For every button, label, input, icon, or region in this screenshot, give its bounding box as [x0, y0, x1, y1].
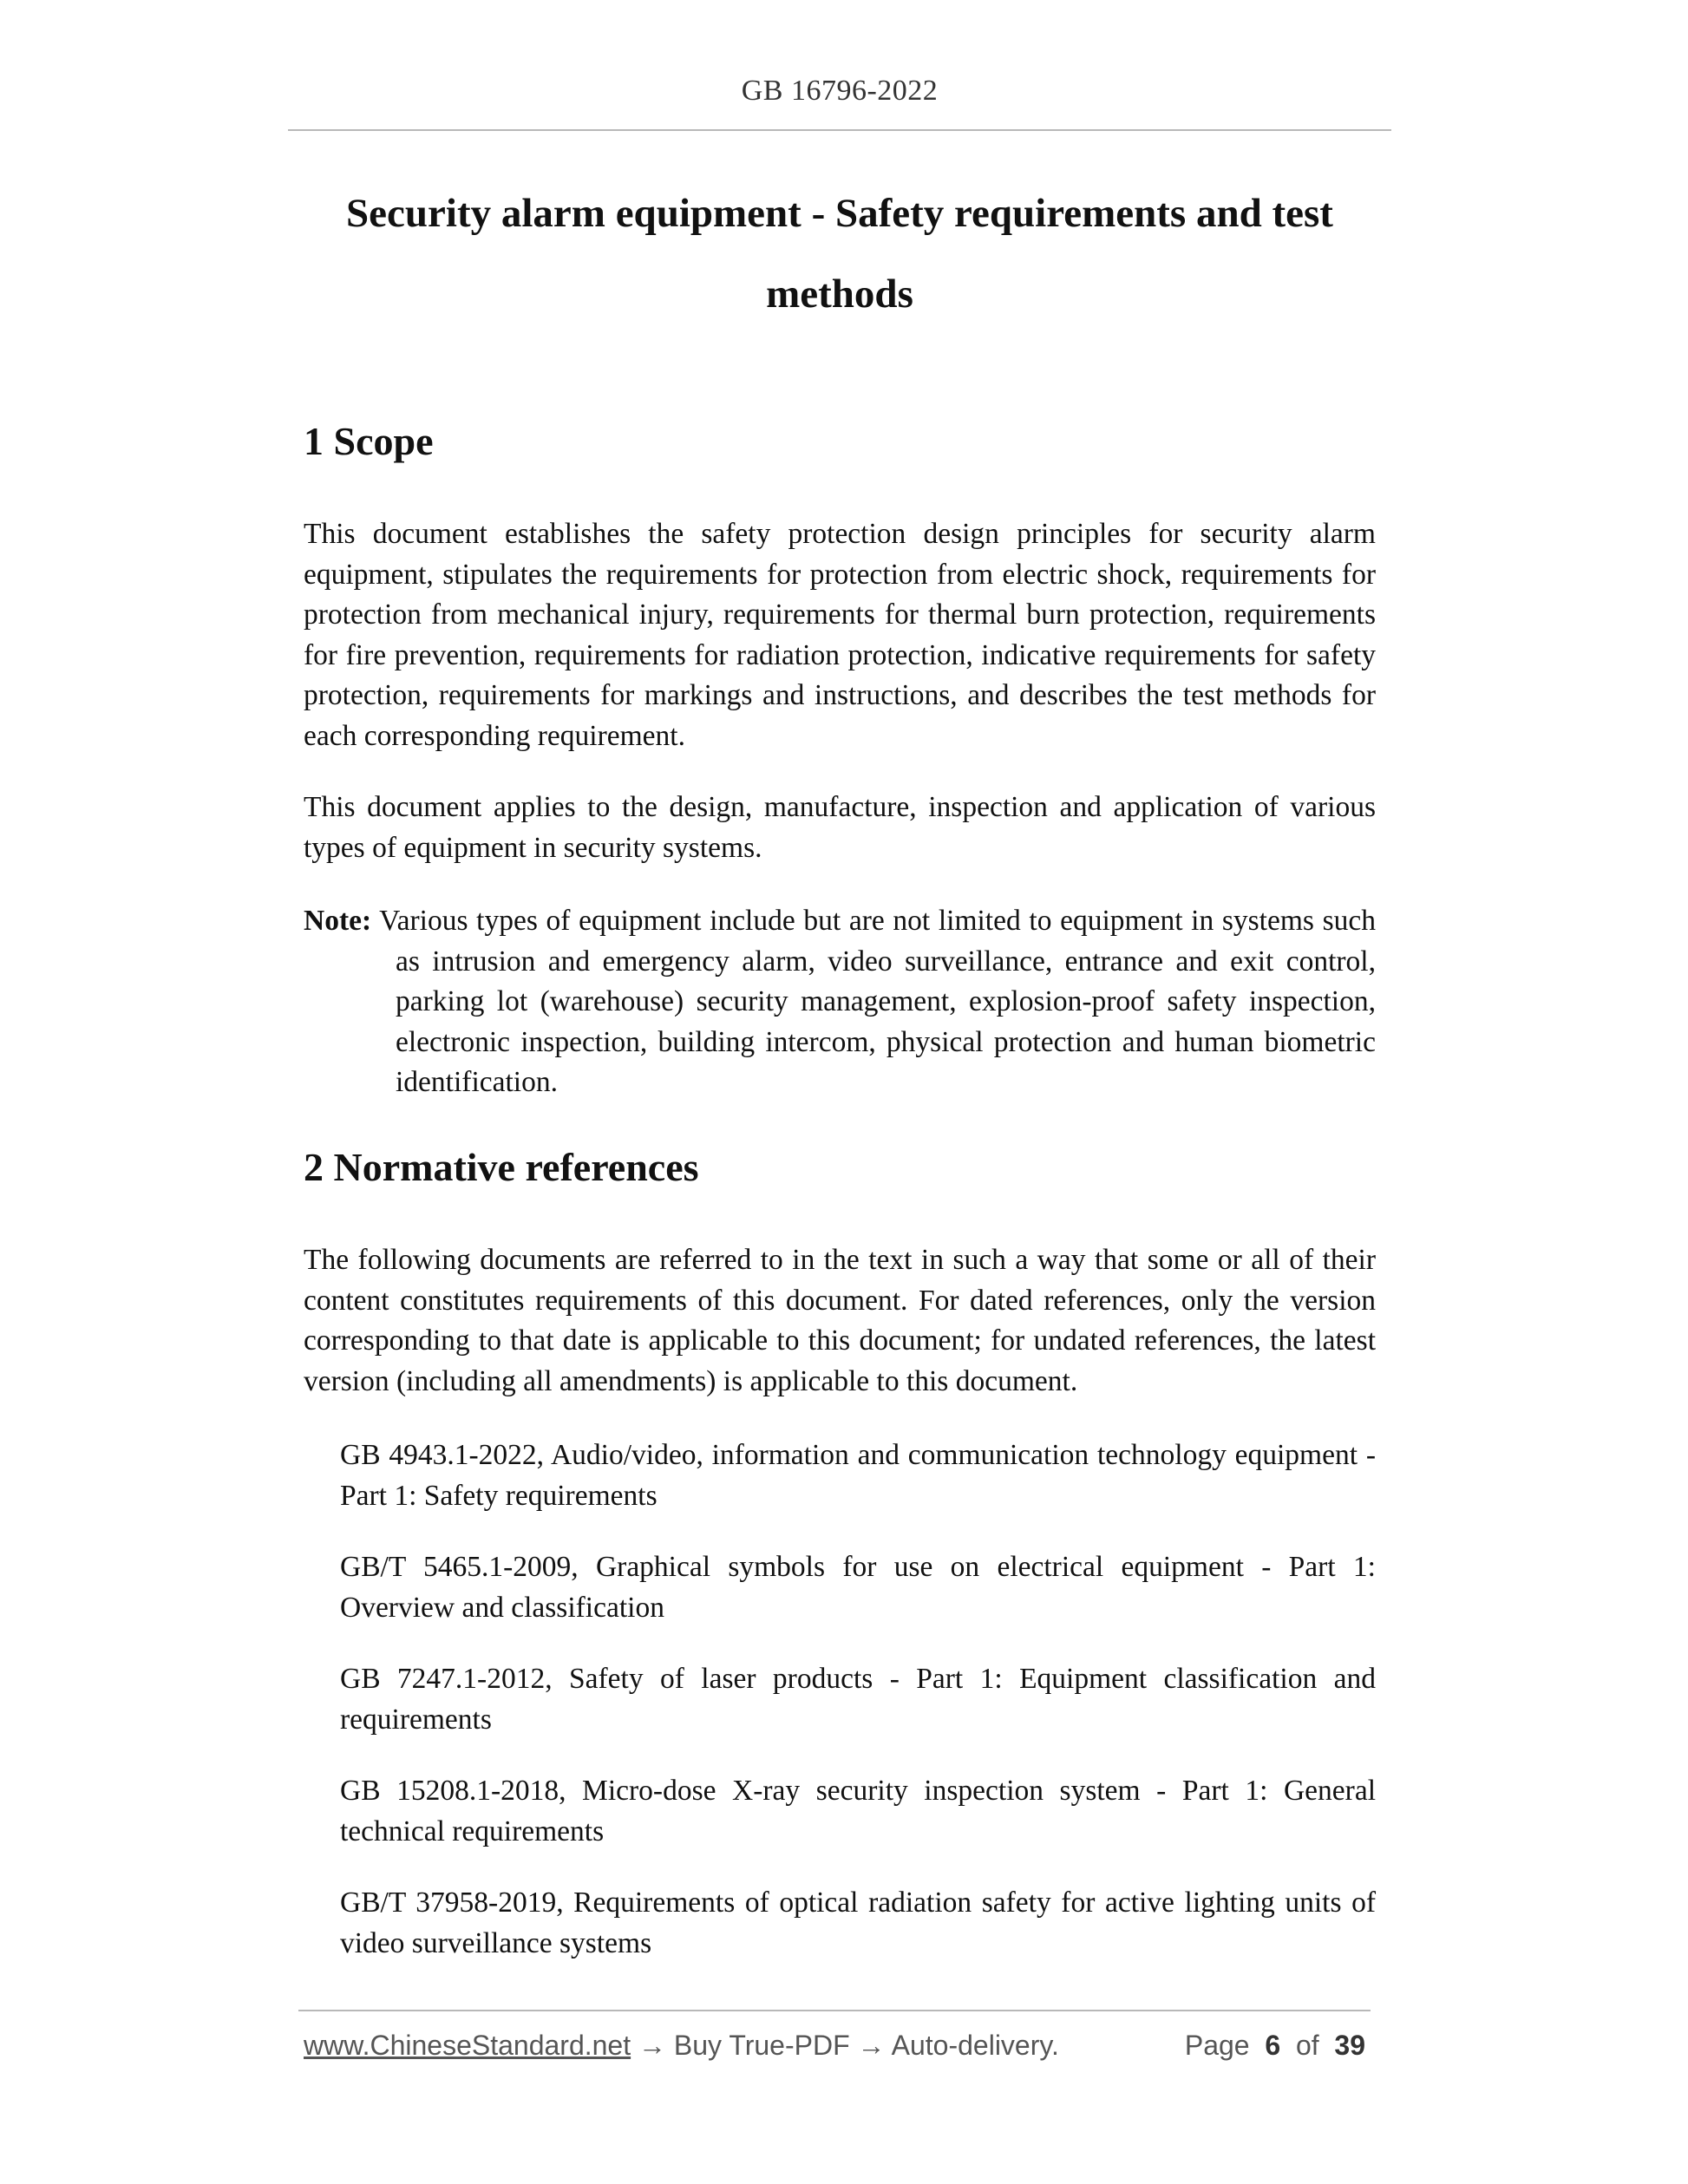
page-total: 39	[1334, 2030, 1365, 2061]
page-footer	[304, 2030, 1376, 2062]
reference-item: GB 7247.1-2012, Safety of laser products - Part 1: Equipment classification and requirements	[340, 1663, 1376, 1736]
page-indicator	[1185, 2030, 1365, 2062]
normative-references-paragraph: The following documents are referred to in the text in such a way that some or all of their content constitutes requirements of this document. For dated references, only the version corresponding to that date is applicable to this document; for undated references, the latest version (including all amendments) is applicable to this document.	[304, 1244, 1376, 1397]
reference-item: GB 4943.1-2022, Audio/video, information and communication technology equipment - Part 1: Safety requirements	[340, 1439, 1376, 1512]
page-header-doc-code: GB 16796-2022	[741, 75, 939, 107]
reference-item: GB/T 37958-2019, Requirements of optical radiation safety for active lighting units of video surveillance systems	[340, 1886, 1376, 1959]
footer-tagline: → Buy True-PDF → Auto-delivery.	[631, 2030, 1059, 2061]
document-title: Security alarm equipment - Safety requirements and test methods	[346, 191, 1333, 317]
reference-item: GB 15208.1-2018, Micro-dose X-ray security inspection system - Part 1: General technical requirements	[340, 1775, 1376, 1847]
section-heading-normative-references: 2 Normative references	[304, 1145, 699, 1189]
page-number: 6	[1265, 2030, 1281, 2061]
reference-item: GB/T 5465.1-2009, Graphical symbols for use on electrical equipment - Part 1: Overview and classification	[340, 1551, 1376, 1624]
note-text: Various types of equipment include but are not limited to equipment in systems such as intrusion and emergency alarm, video surveillance, entrance and exit control, parking lot (warehouse) security management, explosion-proof safety inspection, electronic inspection, building intercom, physical protection and human biometric identification.	[379, 905, 1376, 1098]
scope-note	[304, 901, 1376, 1103]
scope-paragraph-2: This document applies to the design, manufacture, inspection and application of various types of equipment in security systems.	[304, 791, 1376, 864]
scope-paragraph-1: This document establishes the safety protection design principles for security alarm equipment, stipulates the requirements for protection from electric shock, requirements for protection from mechanical injury, requirements for thermal burn protection, requirements for fire prevention, requirements for radiation protection, indicative requirements for safety protection, requirements for markings and instructions, and describes the test methods for each corresponding requirement.	[304, 518, 1376, 752]
header-divider	[288, 129, 1391, 131]
note-label: Note:	[304, 905, 372, 937]
chinesestandard-link[interactable]: www.ChineseStandard.net	[304, 2030, 631, 2061]
footer-divider	[298, 2010, 1371, 2011]
page-label: Page	[1184, 2030, 1250, 2061]
section-heading-scope: 1 Scope	[304, 419, 434, 463]
of-label: of	[1295, 2030, 1319, 2061]
